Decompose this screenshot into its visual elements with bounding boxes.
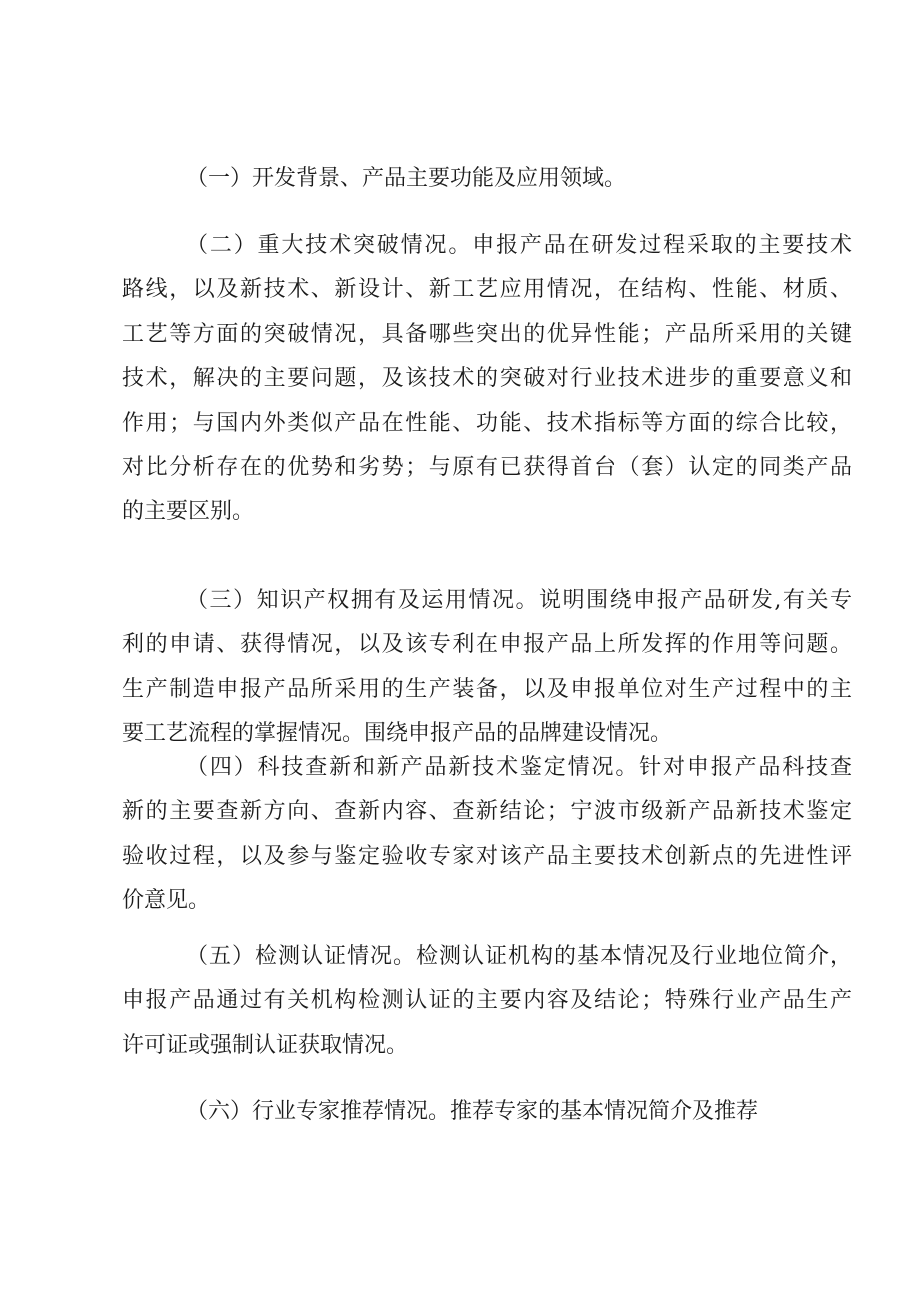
text-line: （五）检测认证情况。检测认证机构的基本情况及行业地位简介，: [186, 944, 852, 969]
text-line: 新的主要查新方向、查新内容、查新结论；宁波市级新产品新技术鉴定: [122, 799, 852, 825]
text-line: 对比分析存在的优势和劣势；与原有已获得首台（套）认定的同类产品: [122, 455, 852, 481]
text-line: 工艺等方面的突破情况，具备哪些突出的优异性能；产品所采用的关键: [122, 321, 852, 347]
text-line: 生产制造申报产品所采用的生产装备，以及申报单位对生产过程中的主: [122, 676, 852, 702]
text-line: （二）重大技术突破情况。申报产品在研发过程采取的主要技术: [186, 233, 852, 258]
text-line: 路线，以及新技术、新设计、新工艺应用情况，在结构、性能、材质、: [122, 277, 852, 303]
text-line: 的主要区别。: [122, 499, 255, 525]
text-line: 申报产品通过有关机构检测认证的主要内容及结论；特殊行业产品生产: [122, 988, 852, 1014]
paragraph-6: [122, 1090, 852, 1134]
paragraph-1: [122, 157, 852, 201]
text-line: 验收过程，以及参与鉴定验收专家对该产品主要技术创新点的先进性评: [122, 843, 852, 869]
text-line: 作用；与国内外类似产品在性能、功能、技术指标等方面的综合比较，: [122, 410, 852, 436]
text-line: （一）开发背景、产品主要功能及应用领域。: [186, 166, 627, 191]
text-line: 要工艺流程的掌握情况。围绕申报产品的品牌建设情况。: [122, 721, 673, 747]
text-line: （三）知识产权拥有及运用情况。说明围绕申报产品研发,有关专: [186, 588, 852, 613]
text-line: （六）行业专家推荐情况。推荐专家的基本情况简介及推荐: [186, 1099, 759, 1124]
paragraph-4: [122, 746, 852, 924]
text-line: 技术，解决的主要问题，及该技术的突破对行业技术进步的重要意义和: [122, 366, 852, 392]
paragraph-5: [122, 935, 852, 1068]
text-line: 许可证或强制认证获取情况。: [122, 1032, 409, 1058]
paragraph-2: [122, 224, 852, 535]
text-line: （四）科技查新和新产品新技术鉴定情况。针对申报产品科技查: [186, 755, 852, 780]
paragraph-3: [122, 579, 852, 757]
text-line: 利的申请、获得情况，以及该专利在申报产品上所发挥的作用等问题。: [122, 632, 852, 658]
text-line: 价意见。: [122, 888, 211, 914]
